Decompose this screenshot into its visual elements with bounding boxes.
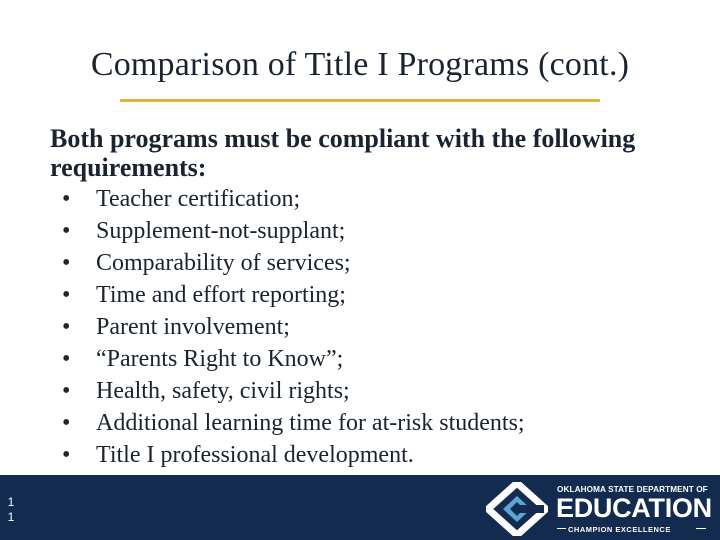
- list-item-text: Time and effort reporting;: [96, 282, 346, 308]
- logo-divider: [557, 528, 566, 529]
- diamond-logo-icon: [486, 482, 548, 536]
- logo-divider: [696, 528, 706, 529]
- requirements-list: [50, 183, 690, 471]
- title-underline: [120, 99, 600, 102]
- osde-logo: [486, 481, 716, 537]
- slide-number-digit: 1: [7, 495, 15, 509]
- list-item-text: Health, safety, civil rights;: [96, 378, 350, 404]
- list-item: [50, 247, 690, 279]
- bullet-icon: •: [62, 282, 71, 308]
- slide-title: Comparison of Title I Programs (cont.): [90, 46, 630, 83]
- slide-number: [5, 495, 17, 525]
- list-item-text: Teacher certification;: [96, 186, 301, 212]
- list-item: [50, 343, 690, 375]
- bullet-icon: •: [62, 250, 71, 276]
- list-item-text: Comparability of services;: [96, 250, 351, 276]
- logo-tagline-text: CHAMPION EXCELLENCE: [568, 525, 671, 534]
- bullet-icon: •: [62, 314, 71, 340]
- bullet-icon: •: [62, 346, 71, 372]
- list-item-text: “Parents Right to Know”;: [96, 346, 344, 372]
- list-item: [50, 375, 690, 407]
- intro-text: Both programs must be compliant with the following requirements:: [50, 124, 636, 182]
- bullet-icon: •: [62, 186, 71, 212]
- list-item: [50, 407, 690, 439]
- bullet-icon: •: [62, 410, 71, 436]
- list-item: [50, 279, 690, 311]
- slide-content: [50, 124, 690, 471]
- list-item: [50, 311, 690, 343]
- list-item-text: Parent involvement;: [96, 314, 290, 340]
- logo-department-text: OKLAHOMA STATE DEPARTMENT OF: [557, 485, 708, 494]
- list-item: [50, 215, 690, 247]
- bullet-icon: •: [62, 218, 71, 244]
- footer-bar: [0, 475, 720, 540]
- bullet-icon: •: [62, 442, 71, 468]
- list-item-text: Additional learning time for at-risk students;: [96, 410, 525, 436]
- list-item: [50, 439, 690, 471]
- bullet-icon: •: [62, 378, 71, 404]
- list-item-text: Title I professional development.: [96, 442, 414, 468]
- logo-education-text: EDUCATION: [556, 493, 712, 523]
- list-item: [50, 183, 690, 215]
- list-item-text: Supplement-not-supplant;: [96, 218, 346, 244]
- slide-number-digit: 1: [7, 510, 15, 524]
